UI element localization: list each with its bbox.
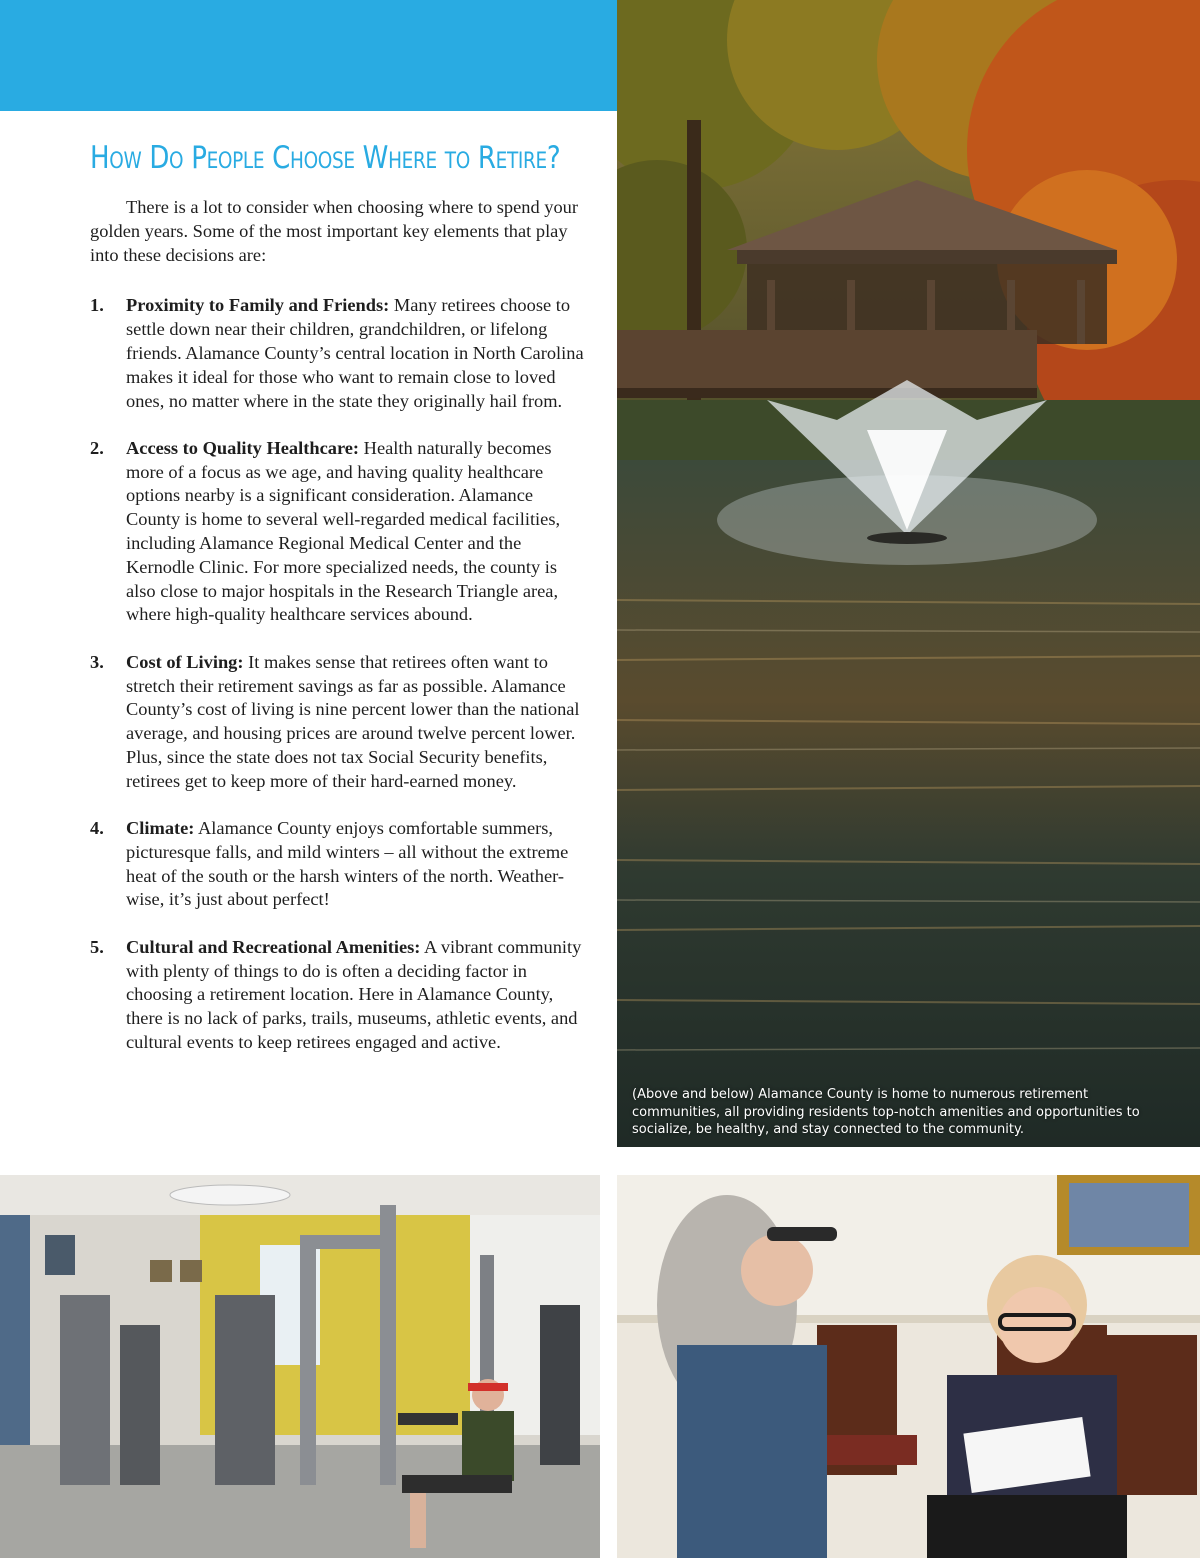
residents-socializing-photo — [617, 1175, 1200, 1558]
key-elements-list — [90, 294, 590, 1054]
residents-socializing-illustration — [617, 1175, 1200, 1558]
list-item-title: Climate: — [126, 818, 195, 839]
list-item — [90, 294, 590, 413]
list-item — [90, 817, 590, 912]
list-item-title: Cultural and Recreational Amenities: — [126, 936, 421, 957]
intro-paragraph: There is a lot to consider when choosing where to spend your golden years. Some of the most important key elements that play into these decisions are: — [90, 197, 578, 265]
list-item-number: 5. — [90, 936, 104, 957]
gazebo-fountain-photo — [617, 0, 1200, 1147]
list-item-body: Health naturally becomes more of a focus as we age, and having quality healthcare options nearby is a significant consideration. Alamance County is home to several well-regarded medical facilities, including Alamance Regional Medical Center and the Kernodle Clinic. For more specialized needs, the county is also close to major hospitals in the Research Triangle area, where high-quality healthcare services abound. — [126, 437, 561, 625]
list-item-number: 4. — [90, 818, 104, 839]
photo-caption: (Above and below) Alamance County is home to numerous retirement communities, all providing residents top-notch amenities and opportunities to socialize, be healthy, and stay connected to the community. — [632, 1087, 1140, 1138]
list-item-title: Proximity to Family and Friends: — [126, 295, 390, 316]
list-item-body: Many retirees choose to settle down near their children, grandchildren, or lifelong friends. Alamance County’s central location in North Carolina makes it ideal for those who want to remain close to loved ones, no matter where in the state they originally hail from. — [126, 295, 584, 411]
page-title: How Do People Choose Where to Retire? — [90, 140, 561, 176]
gazebo-fountain-illustration — [617, 0, 1200, 1147]
list-item-title: Access to Quality Healthcare: — [126, 437, 360, 458]
list-item — [90, 437, 590, 627]
list-item-body: A vibrant community with plenty of things to do is often a deciding factor in choosing a retirement location. Here in Alamance County, there is no lack of parks, trails, museums, athletic events, and cultural events to keep retirees engaged and active. — [126, 936, 582, 1052]
list-item-body: Alamance County enjoys comfortable summers, picturesque falls, and mild winters – all without the extreme heat of the south or the harsh winters of the north. Weather-wise, it’s just about perfect! — [126, 818, 569, 910]
list-item-number: 2. — [90, 437, 104, 458]
list-item-number: 1. — [90, 295, 104, 316]
fitness-center-photo — [0, 1175, 600, 1558]
list-item — [90, 936, 590, 1055]
list-item-number: 3. — [90, 651, 104, 672]
list-item-title: Cost of Living: — [126, 651, 244, 672]
article-column — [90, 140, 590, 1078]
list-item-body: It makes sense that retirees often want to stretch their retirement savings as far as possible. Alamance County’s cost of living is nine percent lower than the national average, and housing prices are around twelve percent lower. Plus, since the state does not tax Social Security benefits, retirees get to keep more of their hard-earned money. — [126, 651, 580, 791]
list-item — [90, 651, 590, 794]
fitness-center-illustration — [0, 1175, 600, 1558]
top-color-band — [0, 0, 617, 111]
